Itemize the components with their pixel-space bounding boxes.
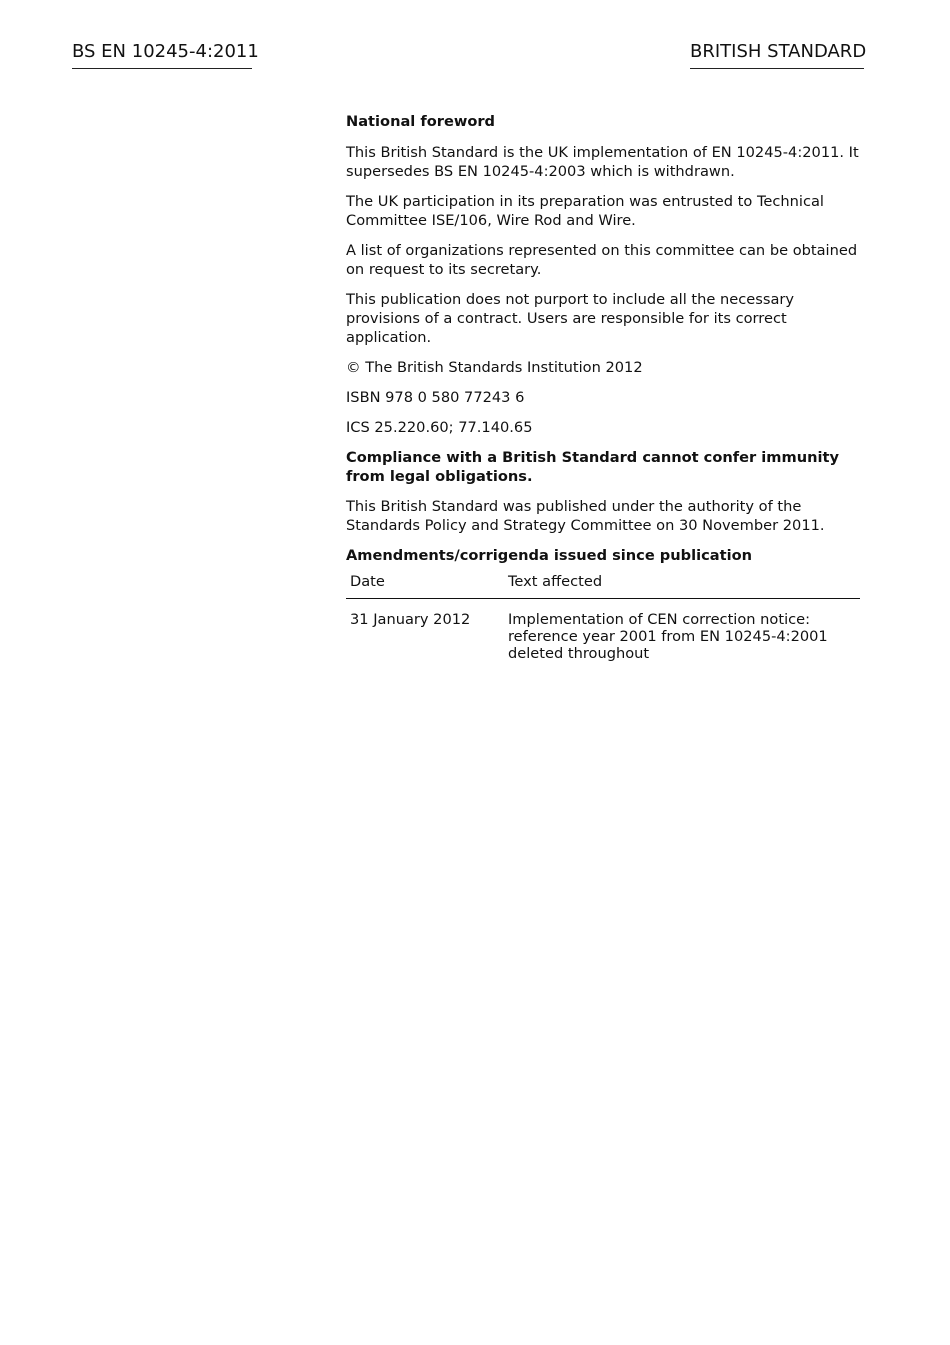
amendments-title: Amendments/corrigenda issued since publication [346,547,752,564]
authority-statement: This British Standard was published under the authority of the Standards Policy and Strategy Committee on 30 November 2011. [346,498,825,534]
amendment-text: Implementation of CEN correction notice: reference year 2001 from EN 10245-4:2001 deleted throughout [508,611,828,662]
foreword-heading: National foreword [346,113,496,130]
table-row [346,599,860,663]
document-id: BS EN 10245-4:2011 [72,40,252,69]
amendment-date: 31 January 2012 [350,611,471,628]
amendments-header-row [346,569,860,599]
foreword-paragraph-committee: The UK participation in its preparation was entrusted to Technical Committee ISE/106, Wire Rod and Wire. [346,193,824,229]
foreword-paragraph-implementation: This British Standard is the UK implementation of EN 10245-4:2011. It supersedes BS EN 10245-4:2003 which is withdrawn. [346,144,859,180]
national-foreword [346,112,860,662]
copyright-notice: © The British Standards Institution 2012 [346,359,643,376]
column-header-date: Date [346,569,504,599]
foreword-paragraph-contract: This publication does not purport to include all the necessary provisions of a contract. Users are responsible for its correct application. [346,291,795,346]
amendments-table [346,569,860,662]
compliance-statement: Compliance with a British Standard cannot confer immunity from legal obligations. [346,449,839,485]
column-header-text-affected: Text affected [504,569,860,599]
foreword-paragraph-organizations: A list of organizations represented on this committee can be obtained on request to its secretary. [346,242,858,278]
ics-codes: ICS 25.220.60; 77.140.65 [346,419,533,436]
document-type: BRITISH STANDARD [690,40,864,69]
isbn: ISBN 978 0 580 77243 6 [346,389,525,406]
